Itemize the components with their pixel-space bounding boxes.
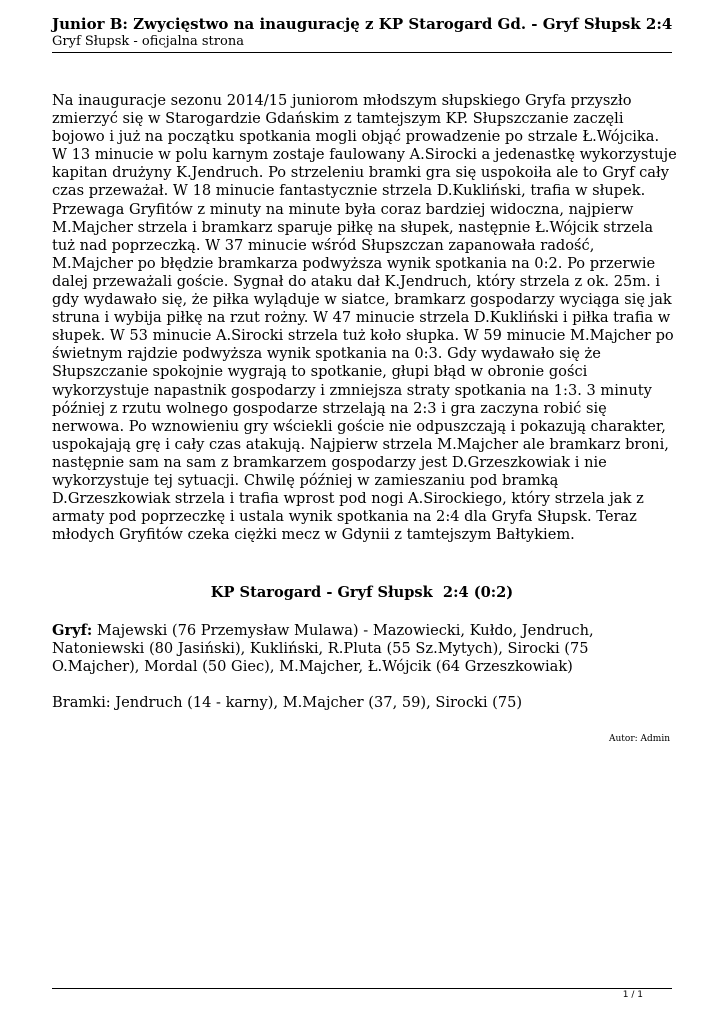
footer-divider bbox=[52, 988, 672, 989]
team-lineup bbox=[52, 622, 677, 676]
article-paragraph: Na inauguracje sezonu 2014/15 juniorom młodszym słupskiego Gryfa przyszło zmierzyć się w Starogardzie Gdańskim z tamtejszym KP. Słupszczanie zaczęli bojowo i już na początku spotkania mogli objąć prowadzenie po strzale Ł.Wójcika. W 13 minucie w polu karnym zostaje faulowany A.Sirocki a jedenastkę wykorzystuje kapitan drużyny K.Jendruch. Po strzeleniu bramki gra się uspokoiła ale to Gryf cały czas przeważał. W 18 minucie fantastycznie strzela D.Kukliński, trafia w słupek. Przewaga Gryfitów z minuty na minute była coraz bardziej widoczna, najpierw M.Majcher strzela i bramkarz sparuje piłkę na słupek, następnie Ł.Wójcik strzela tuż nad poprzeczką. W 37 minucie wśród Słupszczan zapanowała radość, M.Majcher po błędzie bramkarza podwyższa wynik spotkania na 0:2. Po przerwie dalej przeważali goście. Sygnał do ataku dał K.Jendruch, który strzela z ok. 25m. i gdy wydawało się, że piłka wyląduje w siatce, bramkarz gospodarzy wyciąga się jak struna i wybija piłkę na rzut rożny. W 47 minucie strzela D.Kukliński i piłka trafia w słupek. W 53 minucie A.Sirocki strzela tuż koło słupka. W 59 minucie M.Majcher po świetnym rajdzie podwyższa wynik spotkania na 0:3. Gdy wydawało się że Słupszczanie spokojnie wygrają to spotkanie, głupi błąd w obronie gości wykorzystuje napastnik gospodarzy i zmniejsza straty spotkania na 1:3. 3 minuty później z rzutu wolnego gospodarze strzelają na 2:3 i gra zaczyna robić się nerwowa. Po wznowieniu gry wściekli goście nie odpuszczają i pokazują charakter, uspokajają grę i cały czas atakują. Najpierw strzela M.Majcher ale bramkarz broni, następnie sam na sam z bramkarzem gospodarzy jest D.Grzeszkowiak i nie wykorzystuje tej sytuacji. Chwilę później w zamieszaniu pod bramką D.Grzeszkowiak strzela i trafia wprost pod nogi A.Sirockiego, który strzela jak z armaty pod poprzeczkę i ustala wynik spotkania na 2:4 dla Gryfa Słupsk. Teraz młodych Gryfitów czeka ciężki mecz w Gdynii z tamtejszym Bałtykiem. bbox=[52, 92, 677, 544]
page-number: 1 / 1 bbox=[622, 990, 643, 1000]
author-credit: Autor: Admin bbox=[609, 734, 670, 744]
match-result-heading: KP Starogard - Gryf Słupsk 2:4 (0:2) bbox=[210, 584, 514, 601]
lineup-label: Gryf: bbox=[52, 622, 93, 639]
site-name: Gryf Słupsk - oficjalna strona bbox=[52, 34, 244, 49]
lineup-players: Majewski (76 Przemysław Mulawa) - Mazowiecki, Kułdo, Jendruch, Natoniewski (80 Jasiński), Kukliński, R.Pluta (55 Sz.Mytych), Sirocki (75 O.Majcher), Mordal (50 Giec), M.Majcher, Ł.Wójcik (64 Grzeszkowiak) bbox=[52, 622, 594, 676]
article-title: Junior B: Zwycięstwo na inaugurację z KP Starogard Gd. - Gryf Słupsk 2:4 bbox=[52, 15, 673, 33]
article-body bbox=[52, 92, 677, 544]
page-header bbox=[52, 15, 672, 50]
header-divider bbox=[52, 52, 672, 53]
goal-scorers: Bramki: Jendruch (14 - karny), M.Majcher (37, 59), Sirocki (75) bbox=[52, 694, 523, 711]
